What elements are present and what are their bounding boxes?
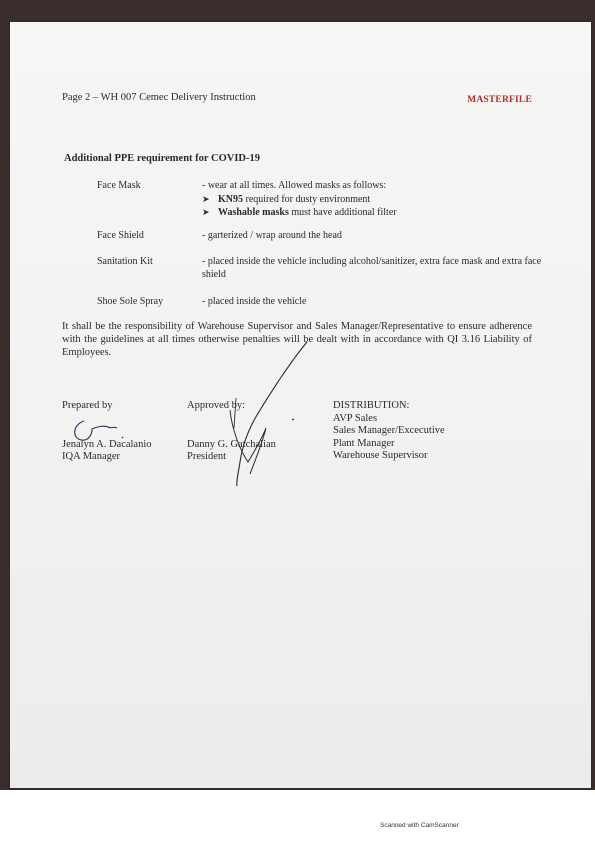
ppe-item-text: - wear at all times. Allowed masks as follows: — [202, 180, 387, 191]
bullet-text: must have additional filter — [288, 207, 397, 218]
bullet-bold: KN95 — [218, 193, 243, 205]
bullet-text: required for dusty environment — [243, 193, 371, 205]
ppe-item-desc: - placed inside the vehicle including alcohol/sanitizer, extra face mask and extra face shield — [202, 256, 542, 280]
mask-bullet-kn95 — [202, 193, 542, 207]
distribution-item: Sales Manager/Excecutive — [333, 425, 445, 436]
arrow-bullet-icon: ➤ — [202, 193, 210, 204]
masterfile-stamp: MASTERFILE — [467, 95, 532, 105]
distribution-item: Warehouse Supervisor — [333, 450, 428, 461]
preparer-title: IQA Manager — [62, 451, 121, 462]
approved-by-block — [187, 400, 276, 464]
distribution-block — [333, 400, 445, 463]
signature-space — [187, 413, 276, 439]
prepared-label: Prepared by — [62, 400, 113, 411]
preparer-name: Jenalyn A. Dacalanio — [62, 438, 152, 450]
bullet-bold: Washable masks — [218, 207, 289, 218]
approver-name: Danny G. Gatchalian — [187, 438, 276, 450]
approved-label: Approved by: — [187, 400, 246, 411]
mask-bullet-washable — [202, 206, 542, 220]
arrow-bullet-icon: ➤ — [202, 207, 210, 217]
distribution-item: AVP Sales — [333, 412, 378, 424]
ppe-item-name: Shoe Sole Spray — [97, 296, 164, 307]
section-title: Additional PPE requirement for COVID-19 — [64, 153, 260, 164]
ppe-item-desc — [202, 180, 542, 220]
ppe-item-name: Face Shield — [97, 230, 144, 241]
ppe-item-desc: - garterized / wrap around the head — [202, 230, 342, 241]
responsibility-paragraph: It shall be the responsibility of Warehouse Supervisor and Sales Manager/Representative to ensure adherence with the guidelines at all times otherwise penalties will be dealt with in accordance with QI 3.16 Liability of Employees. — [62, 321, 532, 358]
scanner-watermark: Scanned with CamScanner — [380, 822, 459, 829]
ppe-item-name: Sanitation Kit — [97, 256, 153, 267]
approver-title: President — [187, 451, 227, 462]
distribution-label: DISTRIBUTION: — [333, 400, 410, 411]
page-label: Page 2 – WH 007 Cemec Delivery Instruction — [62, 92, 256, 103]
prepared-by-block — [62, 400, 152, 464]
ppe-item-name: Face Mask — [97, 180, 141, 191]
ppe-item-desc: - placed inside the vehicle — [202, 296, 307, 307]
distribution-item: Plant Manager — [333, 437, 395, 449]
signature-space — [62, 413, 152, 439]
